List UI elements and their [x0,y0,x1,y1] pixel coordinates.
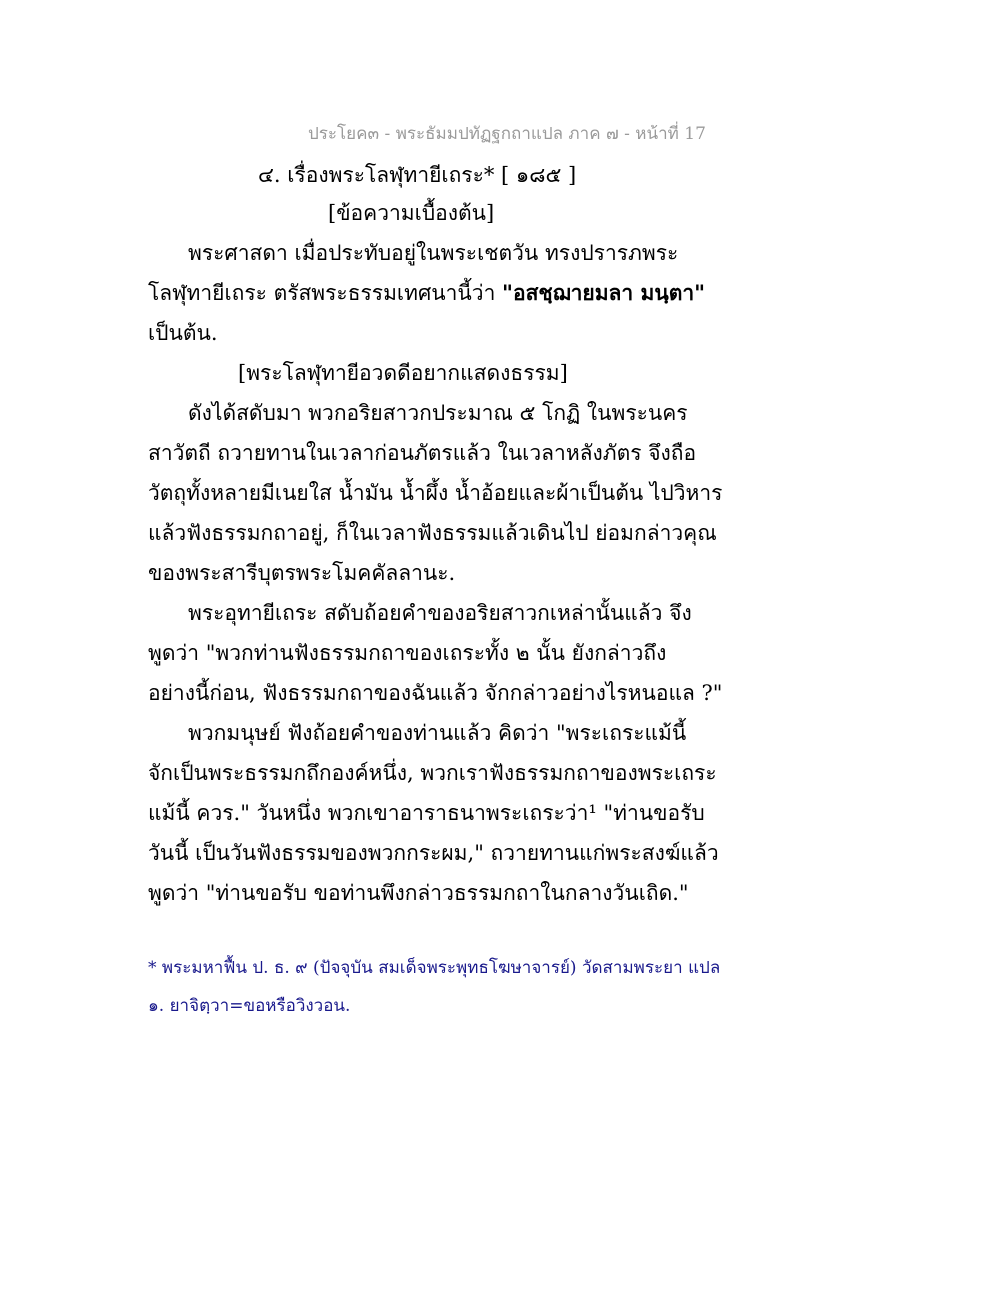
para1-line: ดังได้สดับมา พวกอริยสาวกประมาณ ๕ โกฏิ ในพระนคร [188,401,688,425]
story-title: ๔. เรื่องพระโลฬุทายีเถระ* [ ๑๘๕ ] [258,163,577,187]
para2-line: พูดว่า "พวกท่านฟังธรรมกถาของเถระทั้ง ๒ นั้น ยังกล่าวถึง [148,641,667,665]
para3-line: วันนี้ เป็นวันฟังธรรมของพวกกระผม," ถวายทานแก่พระสงฆ์แล้ว [148,841,719,865]
intro-line-1: พระศาสดา เมื่อประทับอยู่ในพระเชตวัน ทรงปรารภพระ [188,241,679,265]
intro-line-2 [148,278,705,308]
subheading-story: [พระโลฬุทายีอวดดีอยากแสดงธรรม] [238,361,568,385]
pali-verse-quote: "อสชฺฌายมลา มนฺตา" [502,280,706,305]
para3-line: จักเป็นพระธรรมกถึกองค์หนึ่ง, พวกเราฟังธรรมกถาของพระเถระ [148,761,717,785]
intro-line-2-text: โลฬุทายีเถระ ตรัสพระธรรมเทศนานี้ว่า [148,281,503,305]
para1-line: สาวัตถี ถวายทานในเวลาก่อนภัตรแล้ว ในเวลาหลังภัตร จึงถือ [148,441,697,465]
para2-line: พระอุทายีเถระ สดับถ้อยคำของอริยสาวกเหล่านั้นแล้ว จึง [188,601,692,625]
para1-line: แล้วฟังธรรมกถาอยู่, ก็ในเวลาฟังธรรมแล้วเดินไป ย่อมกล่าวคุณ [148,521,717,545]
para1-line: วัตถุทั้งหลายมีเนยใส น้ำมัน น้ำผึ้ง น้ำอ้อยและผ้าเป็นต้น ไปวิหาร [148,481,723,505]
para3-line: แม้นี้ ควร." วันหนึ่ง พวกเขาอาราธนาพระเถระว่า¹ "ท่านขอรับ [148,801,705,825]
footnote-gloss: ๑. ยาจิตฺวา=ขอหรือวิงวอน. [148,996,351,1016]
para2-line: อย่างนี้ก่อน, ฟังธรรมกถาของฉันแล้ว จักกล่าวอย่างไรหนอแล ?" [148,681,723,705]
para3-line: พูดว่า "ท่านขอรับ ขอท่านพึงกล่าวธรรมกถาในกลางวันเถิด." [148,881,689,905]
footnote-translator: * พระมหาฟื้น ป. ธ. ๙ (ปัจจุบัน สมเด็จพระพุทธโฆษาจารย์) วัดสามพระยา แปล [148,958,721,978]
para3-line: พวกมนุษย์ ฟังถ้อยคำของท่านแล้ว คิดว่า "พระเถระแม้นี้ [188,721,687,745]
page-header: ประโยค๓ - พระธัมมปทัฏฐกถาแปล ภาค ๗ - หน้าที่ 17 [308,124,706,144]
intro-line-3: เป็นต้น. [148,321,218,345]
subheading-intro: [ข้อความเบื้องต้น] [328,201,495,225]
para1-line: ของพระสารีบุตรพระโมคคัลลานะ. [148,561,456,585]
